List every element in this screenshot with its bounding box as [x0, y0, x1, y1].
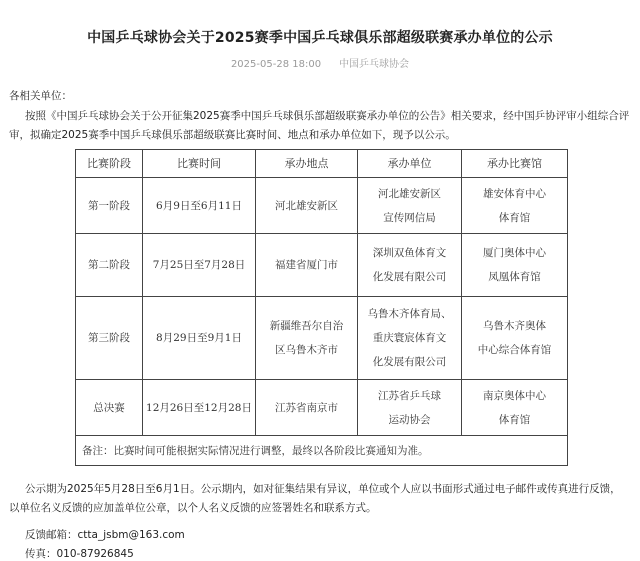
time-cell: 12月26日至12月28日 [143, 380, 256, 436]
article-source: 中国乒乓球协会 [339, 59, 410, 70]
location-cell [256, 380, 358, 436]
location-cell [256, 297, 358, 380]
salutation: 各相关单位： [9, 90, 72, 102]
venue-line: 中心综合体育馆 [477, 344, 552, 356]
location-line: 江苏省南京市 [275, 401, 338, 414]
article-meta [0, 55, 640, 70]
location-line: 河北雄安新区 [275, 199, 338, 212]
publish-date: 2025-05-28 18:00 [230, 59, 322, 70]
table-note: 备注：比赛时间可能根据实际情况进行调整，最终以各阶段比赛通知为准。 [76, 436, 568, 466]
venue-cell [462, 178, 568, 234]
location-cell [256, 234, 358, 297]
notice-paragraph: 公示期为2025年5月28日至6月1日。公示期内，如对征集结果有异议，单位或个人应以书面形式通过电子邮件或传真进行反馈，以单位名义反馈的应加盖单位公章，以个人名义反馈的应签署姓名和联系方式。 [9, 483, 621, 514]
location-line: 新疆维吾尔自治 [269, 320, 344, 332]
venue-line: 体育馆 [498, 413, 531, 426]
venue-line: 体育馆 [498, 211, 531, 224]
table-row [76, 178, 568, 234]
stage-cell: 第二阶段 [76, 234, 143, 297]
venue-line: 雄安体育中心 [483, 187, 546, 200]
venue-line: 厦门奥体中心 [483, 247, 546, 259]
organizer-cell [358, 380, 462, 436]
venue-cell [462, 380, 568, 436]
header-stage: 比赛阶段 [76, 150, 143, 178]
organizer-cell [358, 297, 462, 380]
location-line: 区乌鲁木齐市 [275, 344, 338, 356]
stage-cell: 总决赛 [76, 380, 143, 436]
organizer-line: 化发展有限公司 [372, 271, 447, 283]
organizer-line: 乌鲁木齐体育局、 [367, 308, 452, 320]
time-cell: 7月25日至7月28日 [143, 234, 256, 297]
organizer-line: 宣传网信局 [383, 211, 436, 224]
table-row [76, 234, 568, 297]
schedule-table [75, 149, 568, 466]
venue-cell [462, 297, 568, 380]
organizer-line: 河北雄安新区 [378, 187, 441, 200]
header-location: 承办地点 [256, 150, 358, 178]
time-cell: 8月29日至9月1日 [143, 297, 256, 380]
venue-line: 凤凰体育馆 [488, 271, 541, 283]
organizer-line: 运动协会 [388, 413, 431, 426]
feedback-email: 反馈邮箱：ctta_jsbm@163.com [25, 529, 185, 541]
header-organizer: 承办单位 [358, 150, 462, 178]
venue-line: 乌鲁木齐奥体 [483, 320, 546, 332]
venue-line: 南京奥体中心 [483, 389, 546, 402]
stage-cell: 第三阶段 [76, 297, 143, 380]
table-row [76, 380, 568, 436]
stage-cell: 第一阶段 [76, 178, 143, 234]
intro-paragraph: 按照《中国乒乓球协会关于公开征集2025赛季中国乒乓球俱乐部超级联赛承办单位的公告》相关要求，经中国乒协评审小组综合评审，拟确定2025赛季中国乒乓球俱乐部超级联赛比赛时间、地点和承办单位如下，现予以公示。 [9, 110, 630, 141]
organizer-line: 江苏省乒乓球 [378, 389, 441, 402]
time-cell: 6月9日至6月11日 [143, 178, 256, 234]
location-cell [256, 178, 358, 234]
header-venue: 承办比赛馆 [462, 150, 568, 178]
feedback-fax: 传真：010-87926845 [25, 548, 134, 560]
organizer-line: 重庆寰宸体育文 [372, 332, 447, 344]
table-row [76, 297, 568, 380]
organizer-line: 深圳双鱼体育文 [372, 247, 447, 259]
organizer-line: 化发展有限公司 [372, 356, 447, 368]
article-title: 中国乒乓球协会关于2025赛季中国乒乓球俱乐部超级联赛承办单位的公示 [87, 30, 553, 46]
venue-cell [462, 234, 568, 297]
location-line: 福建省厦门市 [275, 259, 338, 271]
table-note-row [76, 436, 568, 466]
organizer-cell [358, 178, 462, 234]
header-time: 比赛时间 [143, 150, 256, 178]
table-header-row [76, 150, 568, 178]
organizer-cell [358, 234, 462, 297]
